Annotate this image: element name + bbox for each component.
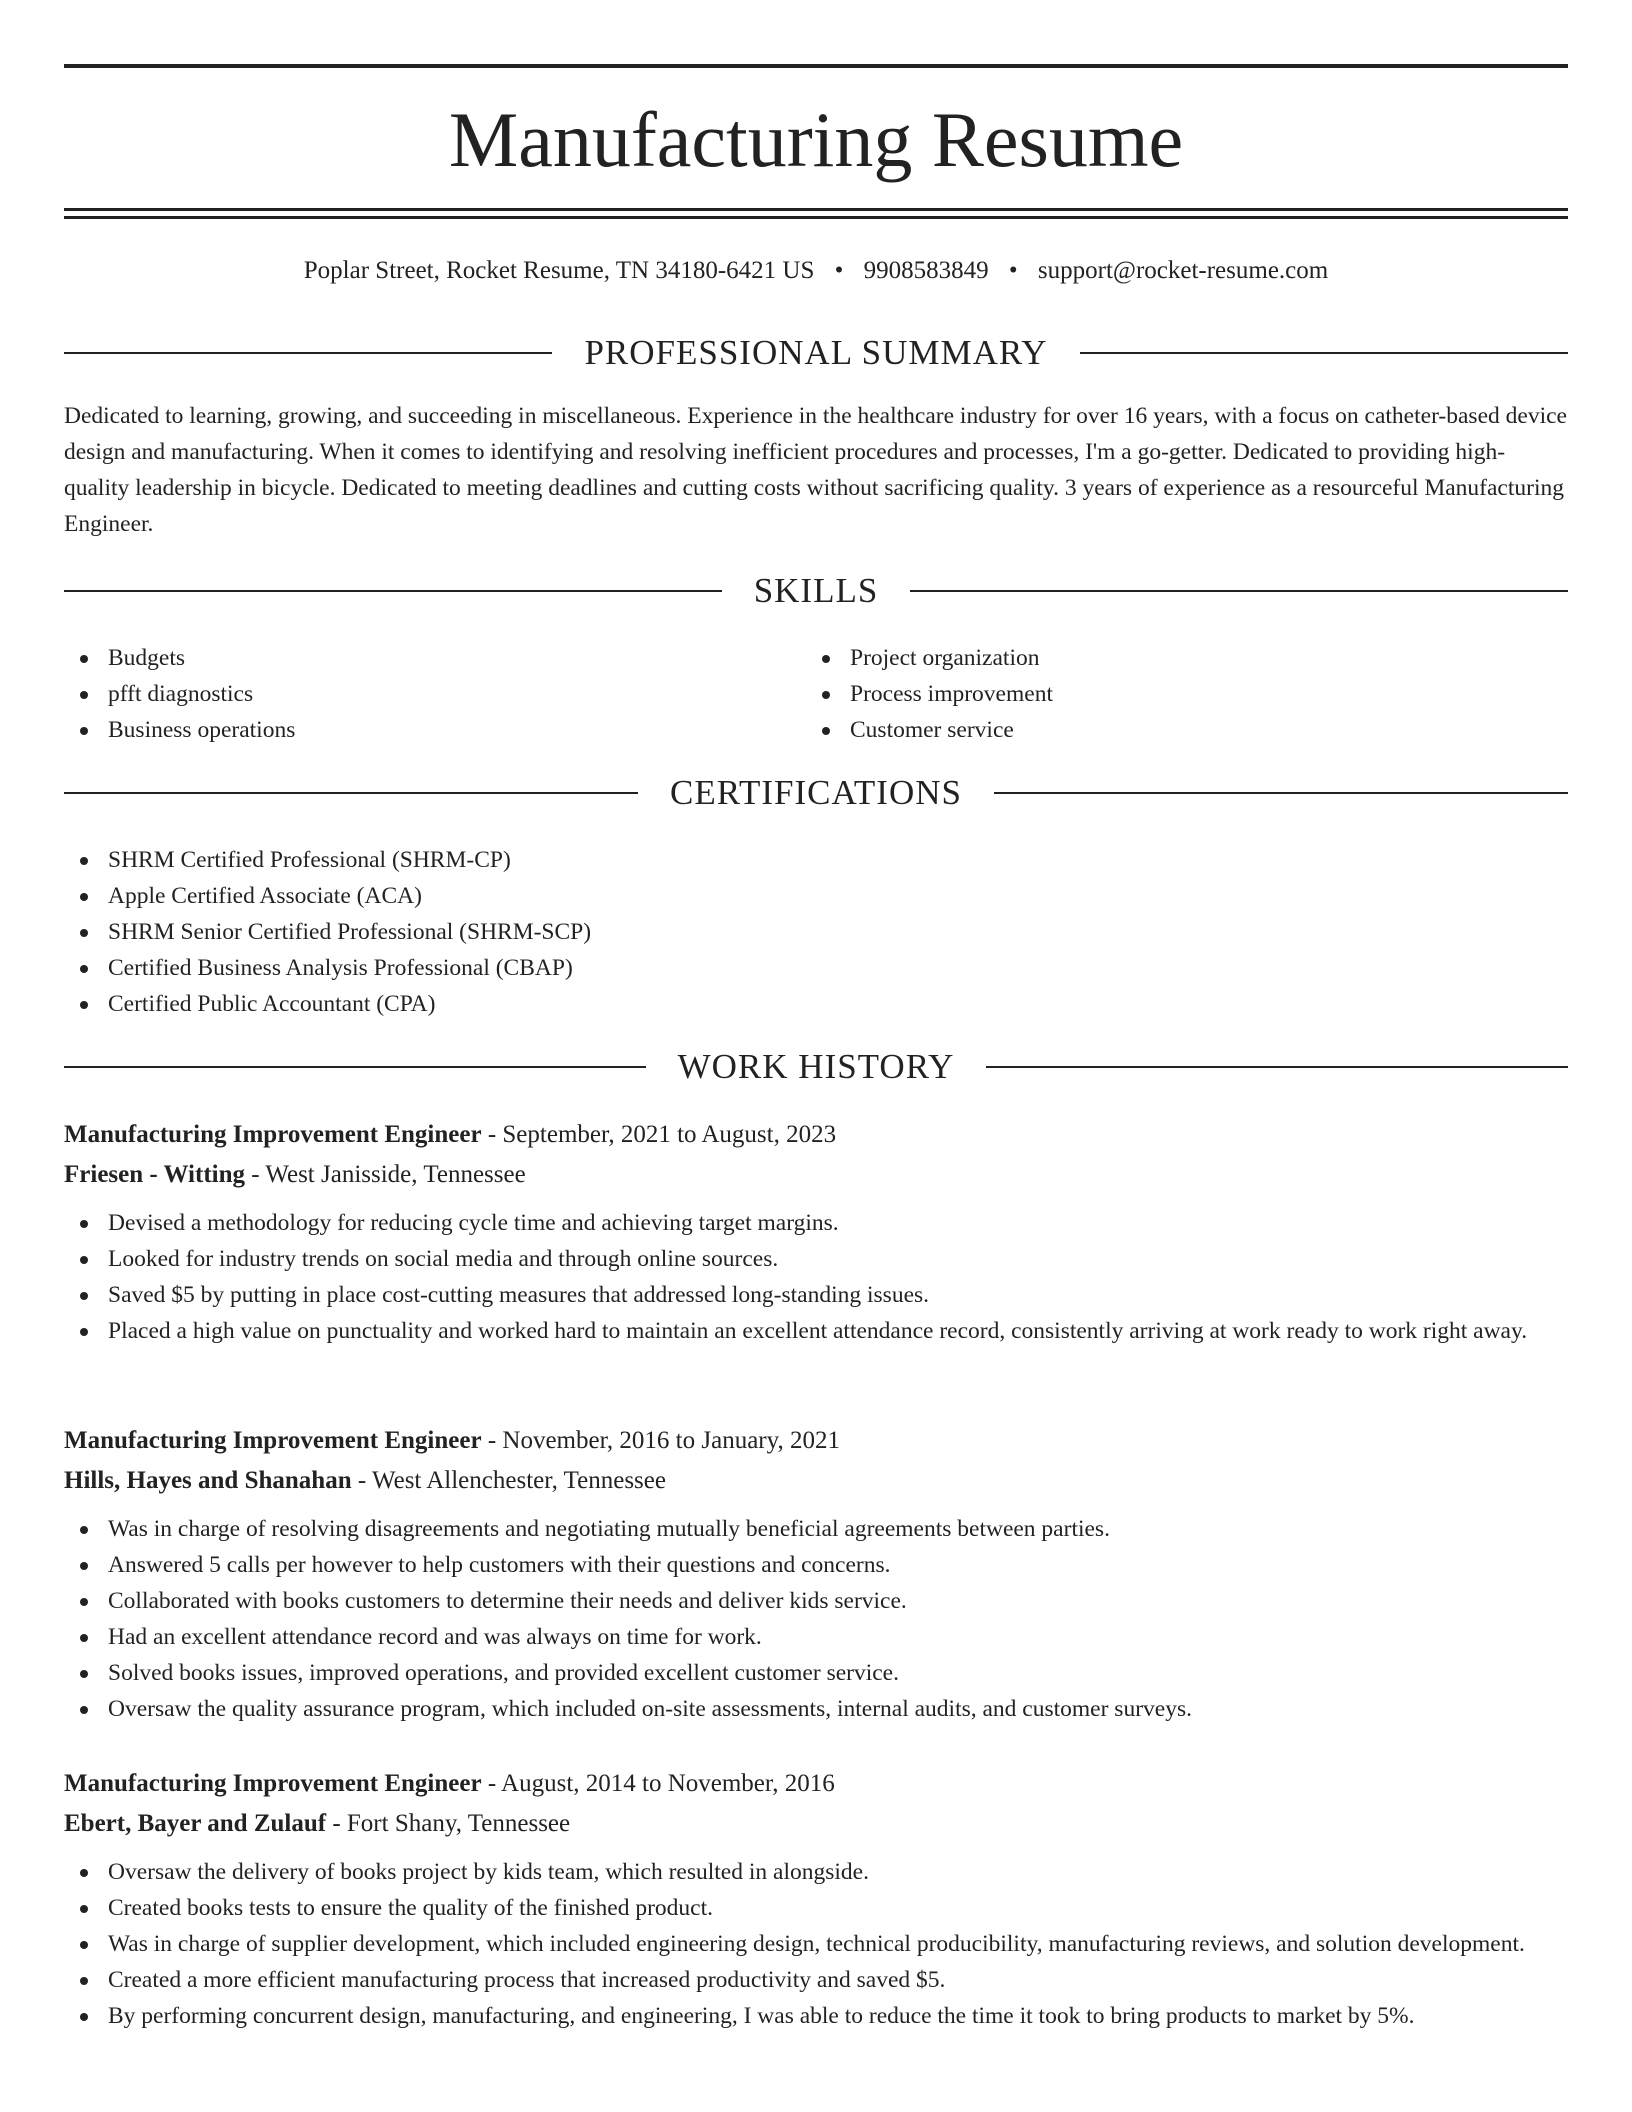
job-company: Hills, Hayes and Shanahan bbox=[64, 1467, 352, 1494]
job-bullet: Saved $5 by putting in place cost-cutting measures that addressed long-standing issues. bbox=[64, 1277, 1568, 1313]
job-title-line: Manufacturing Improvement Engineer - August, 2014 to November, 2016 bbox=[64, 1770, 835, 1797]
job-bullets bbox=[64, 1511, 1568, 1727]
summary-text: Dedicated to learning, growing, and succeeding in miscellaneous. Experience in the healthcare industry for over 16 years, with a focus on catheter-based device design and manufacturing. When it comes to identifying and resolving inefficient procedures and processes, I'm a go-getter. Dedicated to providing high-quality leadership in bicycle. Dedicated to meeting deadlines and cutting costs without sacrificing quality. 3 years of experience as a resourceful Manufacturing Engineer. bbox=[64, 403, 1567, 537]
job-dates: November, 2016 to January, 2021 bbox=[502, 1427, 840, 1454]
contact-separator: • bbox=[1008, 257, 1018, 284]
job-title-line: Manufacturing Improvement Engineer - September, 2021 to August, 2023 bbox=[64, 1121, 837, 1148]
summary-heading-text: PROFESSIONAL SUMMARY bbox=[584, 333, 1048, 372]
certifications-heading-text: CERTIFICATIONS bbox=[670, 773, 962, 812]
skill-item: Process improvement bbox=[806, 676, 1053, 712]
job-company: Ebert, Bayer and Zulauf bbox=[64, 1810, 327, 1837]
job-bullet: Created books tests to ensure the quality of the finished product. bbox=[64, 1890, 1568, 1926]
job-bullets bbox=[64, 1205, 1568, 1349]
job-bullet: Oversaw the delivery of books project by kids team, which resulted in alongside. bbox=[64, 1854, 1568, 1890]
certification-item: SHRM Certified Professional (SHRM-CP) bbox=[64, 842, 1568, 878]
work-history-heading-text: WORK HISTORY bbox=[677, 1047, 955, 1086]
job-bullet: Had an excellent attendance record and was always on time for work. bbox=[64, 1619, 1568, 1655]
skill-item: Project organization bbox=[806, 640, 1053, 676]
job-entry bbox=[64, 1421, 1568, 1727]
certification-item: SHRM Senior Certified Professional (SHRM-SCP) bbox=[64, 914, 1568, 950]
job-entry bbox=[64, 1115, 1568, 1349]
heading-rule-left bbox=[64, 792, 638, 794]
job-bullet: Answered 5 calls per however to help customers with their questions and concerns. bbox=[64, 1547, 1568, 1583]
job-company-line: Ebert, Bayer and Zulauf - Fort Shany, Tennessee bbox=[64, 1810, 571, 1837]
contact-phone: 9908583849 bbox=[863, 257, 989, 284]
heading-rule-right bbox=[986, 1066, 1568, 1068]
job-location: Fort Shany, Tennessee bbox=[346, 1810, 571, 1837]
certifications-heading bbox=[64, 773, 1568, 813]
job-bullet: Was in charge of supplier development, which included engineering design, technical producibility, manufacturing reviews, and solution development. bbox=[64, 1926, 1568, 1962]
skill-item: Business operations bbox=[64, 712, 295, 748]
job-bullet: Solved books issues, improved operations, and provided excellent customer service. bbox=[64, 1655, 1568, 1691]
job-title-line: Manufacturing Improvement Engineer - November, 2016 to January, 2021 bbox=[64, 1427, 840, 1454]
heading-rule-left bbox=[64, 590, 722, 592]
heading-rule-right bbox=[910, 590, 1568, 592]
job-bullet: Devised a methodology for reducing cycle time and achieving target margins. bbox=[64, 1205, 1568, 1241]
job-location: West Janisside, Tennessee bbox=[265, 1161, 526, 1188]
job-bullet: Oversaw the quality assurance program, which included on-site assessments, internal audits, and customer surveys. bbox=[64, 1691, 1568, 1727]
skills-list-left bbox=[64, 640, 295, 748]
title-rule-upper bbox=[64, 208, 1568, 211]
certification-item: Certified Business Analysis Professional (CBAP) bbox=[64, 950, 1568, 986]
skill-item: pfft diagnostics bbox=[64, 676, 295, 712]
job-title: Manufacturing Improvement Engineer bbox=[64, 1427, 482, 1454]
summary-heading bbox=[64, 333, 1568, 373]
certification-item: Certified Public Accountant (CPA) bbox=[64, 986, 1568, 1022]
top-rule bbox=[64, 64, 1568, 68]
job-company: Friesen - Witting bbox=[64, 1161, 246, 1188]
certification-item: Apple Certified Associate (ACA) bbox=[64, 878, 1568, 914]
job-title: Manufacturing Improvement Engineer bbox=[64, 1121, 482, 1148]
title-rule-lower bbox=[64, 216, 1568, 219]
work-history-heading bbox=[64, 1047, 1568, 1087]
job-bullets bbox=[64, 1854, 1568, 2034]
heading-rule-right bbox=[1080, 352, 1568, 354]
job-company-line: Hills, Hayes and Shanahan - West Allenchester, Tennessee bbox=[64, 1467, 666, 1494]
skills-heading-text: SKILLS bbox=[753, 571, 879, 610]
job-bullet: Placed a high value on punctuality and worked hard to maintain an excellent attendance record, consistently arriving at work ready to work right away. bbox=[64, 1313, 1568, 1349]
job-bullet: Collaborated with books customers to determine their needs and deliver kids service. bbox=[64, 1583, 1568, 1619]
skills-heading bbox=[64, 571, 1568, 611]
contact-separator: • bbox=[834, 257, 844, 284]
contact-line bbox=[64, 254, 1568, 288]
job-bullet: Was in charge of resolving disagreements and negotiating mutually beneficial agreements between parties. bbox=[64, 1511, 1568, 1547]
contact-address: Poplar Street, Rocket Resume, TN 34180-6421 US bbox=[303, 257, 815, 284]
heading-rule-left bbox=[64, 1066, 646, 1068]
certifications-list bbox=[64, 842, 1568, 1022]
skill-item: Customer service bbox=[806, 712, 1053, 748]
heading-rule-left bbox=[64, 352, 552, 354]
job-title: Manufacturing Improvement Engineer bbox=[64, 1770, 482, 1797]
job-location: West Allenchester, Tennessee bbox=[372, 1467, 666, 1494]
job-bullet: By performing concurrent design, manufacturing, and engineering, I was able to reduce the time it took to bring products to market by 5%. bbox=[64, 1998, 1568, 2034]
job-dates: August, 2014 to November, 2016 bbox=[501, 1770, 835, 1797]
skill-item: Budgets bbox=[64, 640, 295, 676]
skills-list-right bbox=[806, 640, 1053, 748]
contact-email: support@rocket-resume.com bbox=[1037, 257, 1329, 284]
job-entry bbox=[64, 1764, 1568, 2034]
resume-title: Manufacturing Resume bbox=[448, 96, 1184, 183]
heading-rule-right bbox=[994, 792, 1568, 794]
job-company-line: Friesen - Witting - West Janisside, Tennessee bbox=[64, 1161, 526, 1188]
job-bullet: Created a more efficient manufacturing process that increased productivity and saved $5. bbox=[64, 1962, 1568, 1998]
job-bullet: Looked for industry trends on social media and through online sources. bbox=[64, 1241, 1568, 1277]
job-dates: September, 2021 to August, 2023 bbox=[502, 1121, 837, 1148]
